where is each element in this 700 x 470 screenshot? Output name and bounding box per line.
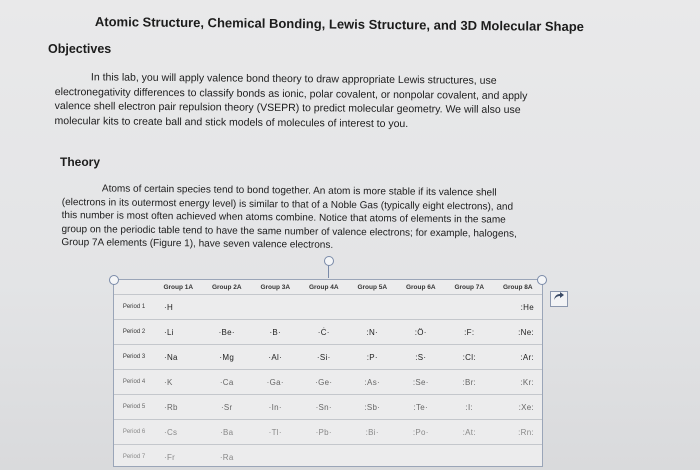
element-cell: ·Na [154, 345, 203, 370]
element-cell: ·Ba [203, 420, 252, 445]
element-cell [203, 295, 252, 320]
theory-heading: Theory [60, 155, 101, 169]
objectives-line: In this lab, you will apply valence bond theory to draw appropriate Lewis structures, use [90, 71, 497, 87]
element-cell: ·Ċ· [300, 320, 349, 345]
element-cell [300, 295, 349, 320]
resize-handle-top-left[interactable] [109, 275, 119, 285]
element-cell [251, 295, 300, 320]
period-label: Period 1 [114, 295, 154, 320]
table-header-cell: Group 4A [308, 283, 339, 291]
table-header-cell: Group 7A [454, 283, 485, 291]
element-cell [445, 445, 494, 470]
table-header-cell [114, 280, 154, 295]
element-cell: ·Si· [300, 345, 349, 370]
objectives-heading: Objectives [48, 42, 112, 56]
element-cell: ·H [154, 295, 203, 320]
element-cell: ·Ge· [300, 370, 349, 395]
element-cell: :As· [348, 370, 397, 395]
element-cell: :P· [348, 345, 397, 370]
objectives-paragraph [54, 70, 594, 133]
element-cell: :Po· [397, 420, 446, 445]
element-cell: ·Cs [154, 420, 203, 445]
element-cell: ·In· [251, 395, 300, 420]
theory-line: this number is most often achieved when atoms combine. Notice that atoms of elements in the same [61, 209, 506, 226]
element-cell: :He [494, 295, 543, 320]
table-row [114, 345, 542, 370]
element-cell: ·Sr [203, 395, 252, 420]
resize-handle-top-right[interactable] [537, 275, 547, 285]
element-cell: ·Ra [203, 445, 252, 470]
table-row [114, 295, 542, 320]
element-cell: ·Rb [154, 395, 203, 420]
element-cell [348, 445, 397, 470]
periodic-table-figure[interactable] [113, 279, 543, 467]
table-row [114, 320, 542, 345]
element-cell: :Sb· [348, 395, 397, 420]
element-cell: :Se· [397, 370, 446, 395]
table-header-cell: Group 3A [260, 283, 291, 291]
table-header-cell: Group 5A [357, 283, 388, 291]
layout-options-icon[interactable] [550, 291, 568, 307]
element-cell: ·Ga· [251, 370, 300, 395]
rotation-handle-stem [328, 264, 329, 278]
element-cell [348, 295, 397, 320]
element-cell: :Bi· [348, 420, 397, 445]
element-cell: :Kr: [494, 370, 543, 395]
theory-paragraph [61, 182, 582, 255]
period-label: Period 2 [114, 320, 154, 345]
element-cell [397, 295, 446, 320]
layout-options-glyph [553, 292, 565, 302]
table-header-cell: Group 6A [405, 283, 436, 291]
element-cell: ·Tl· [251, 420, 300, 445]
element-cell [397, 445, 446, 470]
period-label: Period 7 [114, 445, 154, 470]
element-cell [251, 445, 300, 470]
element-cell: :N· [348, 320, 397, 345]
element-cell: :Ö· [397, 320, 446, 345]
table-row [114, 420, 542, 445]
element-cell: ·Pb· [300, 420, 349, 445]
theory-line: Atoms of certain species tend to bond together. An atom is more stable if its valence shell [101, 183, 497, 199]
element-cell: :Te· [397, 395, 446, 420]
element-cell: ·Be· [203, 320, 252, 345]
lewis-dot-periodic-table [114, 280, 542, 469]
element-cell: :S· [397, 345, 446, 370]
element-cell: ·Fr [154, 445, 203, 470]
table-row [114, 370, 542, 395]
objectives-line: molecular kits to create ball and stick models of molecules of interest to you. [54, 114, 409, 130]
element-cell: :Ne: [494, 320, 543, 345]
element-cell: :Cl: [445, 345, 494, 370]
element-cell: :Br: [445, 370, 494, 395]
table-header-cell: Group 2A [211, 283, 242, 291]
element-cell: ·K [154, 370, 203, 395]
objectives-line: valence shell electron pair repulsion theory (VSEPR) to predict molecular geometry. We will also use [54, 99, 521, 117]
period-label: Period 4 [114, 370, 154, 395]
table-header-cell: Group 1A [163, 283, 194, 291]
theory-line: (electrons in its outermost energy level) is similar to that of a Noble Gas (typically eight electrons), and [61, 196, 514, 213]
table-header-row [114, 280, 542, 295]
rotation-handle[interactable] [324, 256, 334, 266]
element-cell: :F: [445, 320, 494, 345]
element-cell: ·Mg [203, 345, 252, 370]
element-cell: ·B· [251, 320, 300, 345]
element-cell: :Rn: [494, 420, 543, 445]
period-label: Period 5 [114, 395, 154, 420]
element-cell [494, 445, 543, 470]
element-cell: :Ar: [494, 345, 543, 370]
objectives-line: electronegativity differences to classify bonds as ionic, polar covalent, or nonpolar covalent, and apply [54, 85, 528, 102]
element-cell [300, 445, 349, 470]
period-label: Period 3 [114, 345, 154, 370]
element-cell: :I: [445, 395, 494, 420]
theory-line: Group 7A elements (Figure 1), have seven valence electrons. [61, 236, 334, 251]
element-cell [445, 295, 494, 320]
table-header-cell: Group 8A [502, 283, 533, 291]
element-cell: ·Li [154, 320, 203, 345]
period-label: Period 6 [114, 420, 154, 445]
element-cell: ·Sn· [300, 395, 349, 420]
table-row [114, 395, 542, 420]
element-cell: :Xe: [494, 395, 543, 420]
element-cell: :At: [445, 420, 494, 445]
element-cell: ·Al· [251, 345, 300, 370]
theory-line: group on the periodic table tend to have the same number of valence electrons; for example, halogens, [61, 223, 517, 240]
element-cell: ·Ca [203, 370, 252, 395]
table-row [114, 445, 542, 470]
document-title: Atomic Structure, Chemical Bonding, Lewis Structure, and 3D Molecular Shape [94, 14, 585, 35]
